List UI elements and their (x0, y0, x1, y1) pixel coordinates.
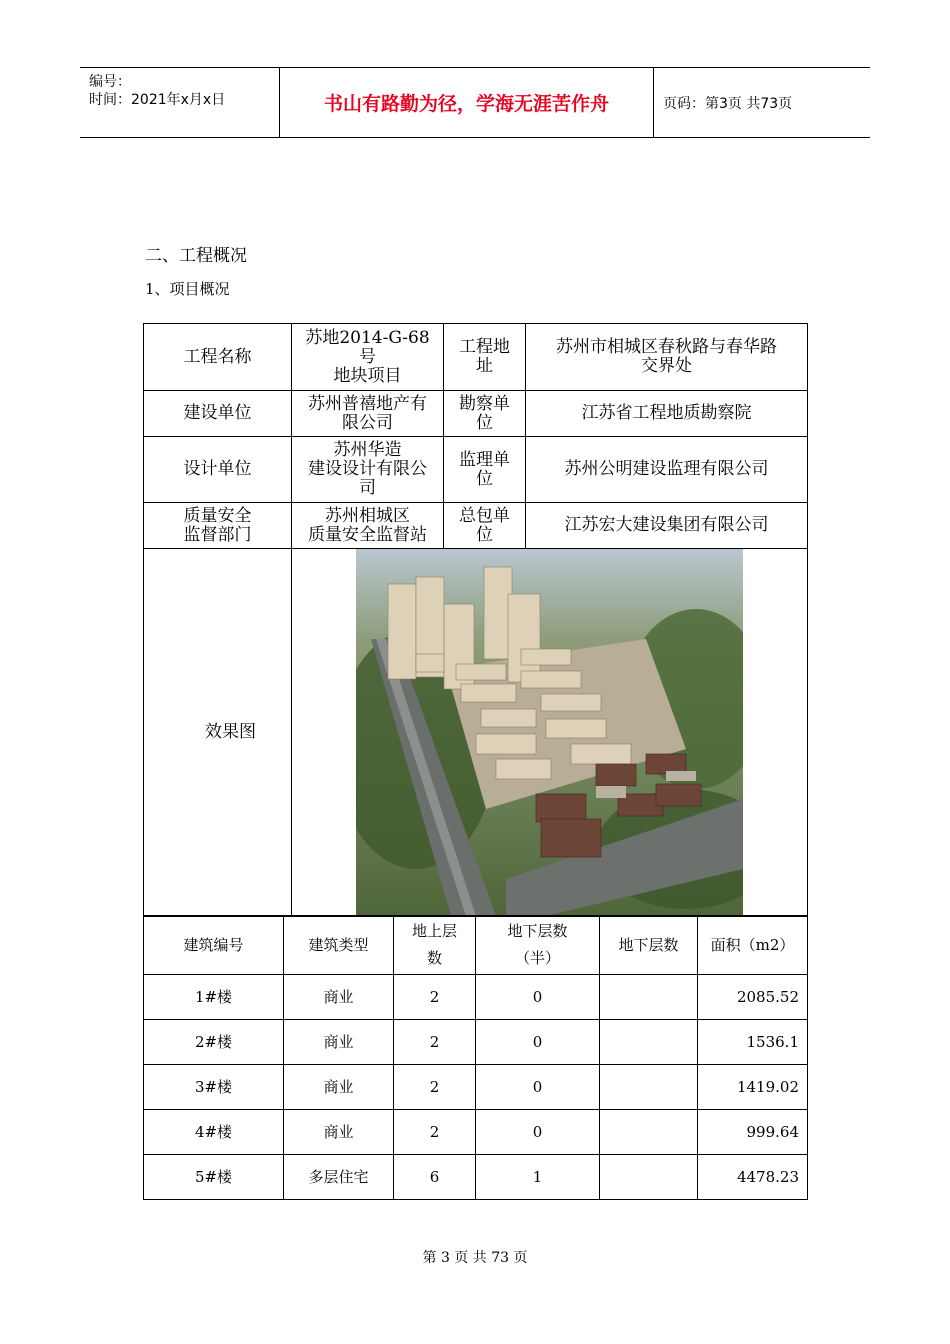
value-quality (292, 503, 444, 549)
sub-title: 1、项目概况 (145, 280, 230, 298)
contractor-label-line2: 位 (476, 524, 493, 545)
header-page-label: 页码：第3页 共73页 (663, 95, 793, 112)
half-basement-line1: 地下层数 (507, 922, 568, 940)
cell-building-type: 商业 (284, 975, 394, 1020)
value-supervise: 苏州公明建设监理有限公司 (526, 437, 808, 503)
cell-underground-floors (600, 1065, 698, 1110)
header-meta (80, 68, 280, 137)
address-line2: 交界处 (641, 356, 692, 376)
date-label: 时间：2021年x月x日 (89, 92, 226, 108)
cell-building-id: 3#楼 (144, 1065, 284, 1110)
cell-area: 1419.02 (698, 1065, 808, 1110)
cell-above-floors: 2 (394, 975, 476, 1020)
header-building-id: 建筑编号 (144, 916, 284, 975)
cell-underground-floors (600, 1110, 698, 1155)
row-builder (144, 391, 808, 437)
cell-underground-floors (600, 1020, 698, 1065)
table-row (144, 975, 808, 1020)
cell-above-floors: 6 (394, 1155, 476, 1200)
address-line1: 苏州市相城区春秋路与春华路 (556, 337, 777, 357)
half-basement-line2: （半） (514, 949, 560, 967)
project-name-line3: 地块项目 (333, 365, 402, 386)
label-project-name: 工程名称 (144, 324, 292, 391)
survey-label-line2: 位 (476, 412, 493, 433)
design-line2: 建设设计有限公 (308, 459, 427, 479)
contractor-label-line1: 总包单 (459, 505, 510, 526)
render-image-cell (292, 549, 808, 917)
project-name-line2: 号 (359, 346, 376, 367)
cell-building-type: 商业 (284, 1110, 394, 1155)
quality-label-line2: 监督部门 (183, 524, 252, 545)
header-half-basement (476, 916, 600, 975)
cell-half-basement: 0 (476, 1110, 600, 1155)
cell-building-id: 4#楼 (144, 1110, 284, 1155)
label-supervise (444, 437, 526, 503)
survey-label-line1: 勘察单 (459, 393, 510, 414)
page-header (80, 67, 870, 138)
cell-building-type: 商业 (284, 1020, 394, 1065)
table-row (144, 1065, 808, 1110)
quality-label-line1: 质量安全 (183, 505, 252, 526)
section-title: 二、工程概况 (145, 246, 247, 266)
row-render (144, 549, 808, 917)
table-row (144, 1155, 808, 1200)
building-table (143, 915, 808, 1200)
cell-half-basement: 0 (476, 1065, 600, 1110)
value-design (292, 437, 444, 503)
design-line3: 司 (359, 478, 376, 498)
quality-line2: 质量安全监督站 (308, 524, 427, 545)
row-quality (144, 503, 808, 549)
cell-above-floors: 2 (394, 1110, 476, 1155)
project-info-table (143, 323, 808, 917)
design-line1: 苏州华造 (333, 440, 402, 460)
cell-building-type: 商业 (284, 1065, 394, 1110)
cell-area: 4478.23 (698, 1155, 808, 1200)
cell-underground-floors (600, 1155, 698, 1200)
building-table-header (144, 916, 808, 975)
cell-above-floors: 2 (394, 1065, 476, 1110)
supervise-label-line1: 监理单 (459, 449, 510, 470)
address-label-line2: 址 (476, 356, 493, 376)
value-contractor: 江苏宏大建设集团有限公司 (526, 503, 808, 549)
cell-building-id: 1#楼 (144, 975, 284, 1020)
builder-line1: 苏州普禧地产有 (308, 393, 427, 414)
supervise-label-line2: 位 (476, 468, 493, 489)
label-quality (144, 503, 292, 549)
row-project-name (144, 324, 808, 391)
value-survey: 江苏省工程地质勘察院 (526, 391, 808, 437)
cell-area: 2085.52 (698, 975, 808, 1020)
number-label: 编号： (89, 74, 131, 90)
header-building-type: 建筑类型 (284, 916, 394, 975)
address-label-line1: 工程地 (459, 337, 510, 357)
cell-half-basement: 1 (476, 1155, 600, 1200)
cell-half-basement: 0 (476, 1020, 600, 1065)
cell-building-type: 多层住宅 (284, 1155, 394, 1200)
cell-area: 999.64 (698, 1110, 808, 1155)
value-address (526, 324, 808, 391)
label-address (444, 324, 526, 391)
label-design: 设计单位 (144, 437, 292, 503)
cell-area: 1536.1 (698, 1020, 808, 1065)
header-motto: 书山有路勤为径，学海无涯苦作舟 (280, 68, 654, 137)
cell-building-id: 5#楼 (144, 1155, 284, 1200)
value-project-name (292, 324, 444, 391)
value-builder (292, 391, 444, 437)
quality-line1: 苏州相城区 (325, 505, 410, 526)
cell-underground-floors (600, 975, 698, 1020)
page-footer: 第 3 页 共 73 页 (422, 1250, 528, 1266)
table-row (144, 1110, 808, 1155)
rendering-image (356, 549, 743, 916)
project-name-line1: 苏地2014-G-68 (305, 327, 430, 348)
cell-above-floors: 2 (394, 1020, 476, 1065)
label-render: 效果图 (144, 549, 292, 917)
above-floors-line1: 地上层 (411, 922, 457, 940)
label-survey (444, 391, 526, 437)
header-area: 面积（m2） (698, 916, 808, 975)
header-underground-floors: 地下层数 (600, 916, 698, 975)
row-design (144, 437, 808, 503)
cell-half-basement: 0 (476, 975, 600, 1020)
cell-building-id: 2#楼 (144, 1020, 284, 1065)
builder-line2: 限公司 (342, 412, 393, 433)
label-builder: 建设单位 (144, 391, 292, 437)
header-above-floors (394, 916, 476, 975)
table-row (144, 1020, 808, 1065)
label-contractor (444, 503, 526, 549)
above-floors-line2: 数 (426, 949, 442, 967)
